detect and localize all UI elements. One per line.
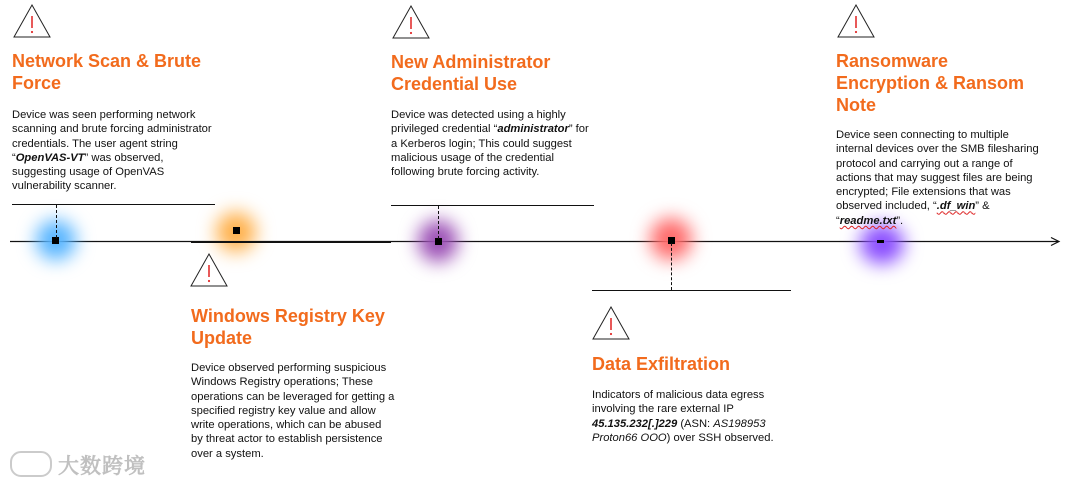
connector-dash-admin-credential bbox=[438, 206, 439, 239]
desc-segment: ” was observed, suggesting usage of OpenVAS vulnerability scanner. bbox=[12, 151, 165, 193]
connector-dash-data-exfiltration bbox=[671, 243, 672, 290]
connector-line-admin-credential bbox=[391, 205, 594, 206]
desc-segment: ” & “ bbox=[836, 200, 990, 227]
desc-segment: Device observed performing suspicious Windows Registry operations; These operations can be leveraged for getting a specified registry key value and allow write operations, which can be abused by threat actor to establish persistence over a system. bbox=[191, 362, 395, 460]
desc-segment: AS198953 Proton66 OOO bbox=[592, 417, 766, 444]
desc-segment: readme.txt bbox=[839, 214, 897, 227]
desc-segment: ) over SSH observed. bbox=[666, 431, 774, 444]
desc-segment: OpenVAS-VT bbox=[15, 151, 85, 164]
desc-segment: Device was seen performing network scanning and brute forcing administrator credentials. The user agent string “ bbox=[12, 109, 212, 164]
timeline-marker-ransomware bbox=[877, 240, 884, 243]
desc-segment: Device was detected using a highly privileged credential “ bbox=[391, 109, 566, 136]
desc-segment: ”. bbox=[896, 214, 904, 227]
desc-segment: ” for a Kerberos login; This could suggest malicious usage of the credential following brute forcing activity. bbox=[391, 123, 589, 179]
event-desc-data-exfiltration bbox=[592, 388, 797, 445]
warning-icon bbox=[391, 4, 431, 40]
warning-icon bbox=[189, 252, 229, 288]
warning-icon bbox=[836, 3, 876, 39]
watermark-text: 大数跨境 bbox=[58, 455, 146, 478]
timeline-axis bbox=[0, 234, 1080, 250]
connector-line-network-scan bbox=[12, 204, 215, 205]
event-desc-admin-credential bbox=[391, 108, 596, 179]
warning-icon bbox=[12, 3, 52, 39]
glow-ransomware bbox=[860, 224, 904, 264]
timeline-marker-admin-credential bbox=[435, 238, 442, 245]
event-desc-network-scan bbox=[12, 108, 217, 194]
connector-line-data-exfiltration bbox=[592, 290, 791, 291]
desc-segment: .df_win bbox=[936, 200, 976, 213]
event-title-data-exfiltration: Data Exfiltration bbox=[592, 354, 731, 374]
timeline-marker-registry-key bbox=[233, 227, 240, 234]
desc-segment: (ASN: bbox=[677, 417, 714, 430]
watermark-logo-icon bbox=[10, 451, 52, 477]
event-title-registry-key: Windows Registry Key Update bbox=[191, 306, 385, 348]
event-desc-ransomware bbox=[836, 128, 1041, 228]
desc-segment: Indicators of malicious data egress involving the rare external IP bbox=[592, 389, 765, 416]
desc-segment: Device seen connecting to multiple internal devices over the SMB filesharing protocol and carrying out a range of actions that may suggest files are being encrypted; File extensions that was observed included, “ bbox=[836, 129, 1039, 213]
warning-icon bbox=[591, 305, 631, 341]
event-title-admin-credential: New Administrator Credential Use bbox=[391, 52, 551, 94]
desc-segment: administrator bbox=[497, 123, 569, 136]
event-title-ransomware: Ransomware Encryption & Ransom Note bbox=[836, 51, 1025, 115]
event-title-network-scan: Network Scan & Brute Force bbox=[12, 51, 202, 93]
watermark bbox=[10, 450, 146, 480]
connector-dash-network-scan bbox=[56, 205, 57, 238]
connector-line-registry-key bbox=[191, 241, 391, 243]
timeline-marker-network-scan bbox=[52, 237, 59, 244]
desc-segment: 45.135.232[.]229 bbox=[592, 417, 678, 430]
event-desc-registry-key bbox=[191, 361, 396, 461]
